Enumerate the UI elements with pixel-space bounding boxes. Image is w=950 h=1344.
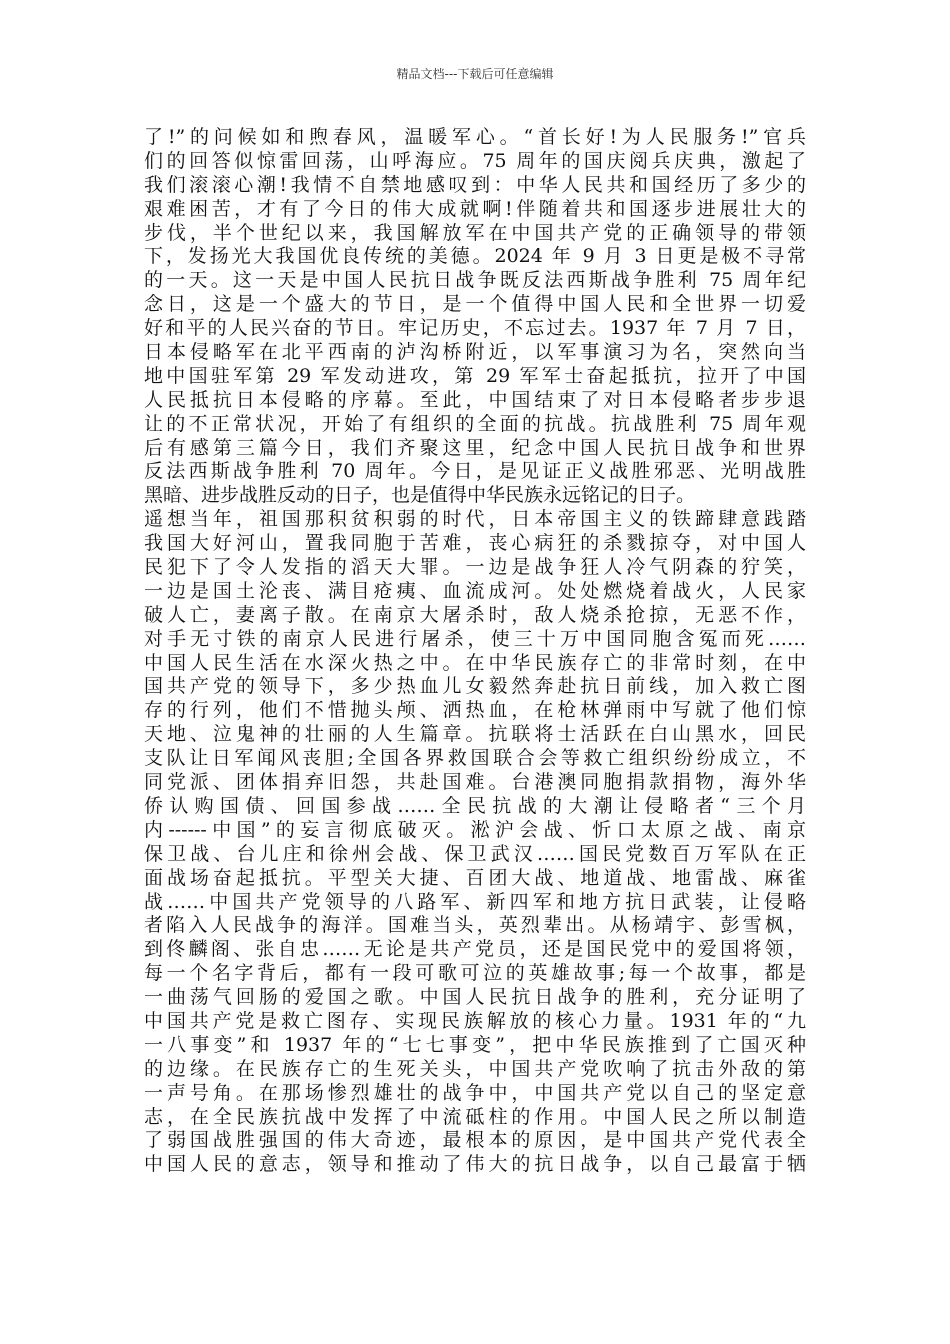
text-line: 面战场奋起抵抗。平型关大捷、百团大战、地道战、地雷战、麻雀 [144, 866, 806, 889]
text-line: 一声号角。在那场惨烈雄壮的战争中，中国共产党以自己的坚定意 [144, 1081, 806, 1104]
text-line: 一八事变”和 1937 年的“七七事变”，把中华民族推到了亡国灭种 [144, 1033, 806, 1056]
text-line: 下，发扬光大我国优良传统的美德。2024 年 9 月 3 日更是极不寻常 [144, 245, 806, 268]
text-line: 的边缘。在民族存亡的生死关头，中国共产党吹响了抗击外敌的第 [144, 1057, 806, 1080]
text-line: 遥想当年，祖国那积贫积弱的时代，日本帝国主义的铁蹄肆意践踏 [144, 508, 806, 531]
text-line: 我们滚滚心潮!我情不自禁地感叹到：中华人民共和国经历了多少的 [144, 173, 806, 196]
text-line: 步伐，半个世纪以来，我国解放军在中国共产党的正确领导的带领 [144, 221, 806, 244]
text-line: 者陷入人民战争的海洋。国难当头，英烈辈出。从杨靖宇、彭雪枫， [144, 914, 806, 937]
text-line: 破人亡，妻离子散。在南京大屠杀时，敌人烧杀抢掠，无恶不作， [144, 603, 806, 626]
text-line: 志，在全民族抗战中发挥了中流砥柱的作用。中国人民之所以制造 [144, 1105, 806, 1128]
text-line: 同党派、团体捐弃旧怨，共赴国难。台港澳同胞捐款捐物，海外华 [144, 771, 806, 794]
text-line: 内------中国”的妄言彻底破灭。淞沪会战、忻口太原之战、南京 [144, 818, 806, 841]
text-line: 好和平的人民兴奋的节日。牢记历史，不忘过去。1937 年 7 月 7 日， [144, 317, 806, 340]
text-line: 的一天。这一天是中国人民抗日战争既反法西斯战争胜利 75 周年纪 [144, 269, 806, 292]
text-line: 对手无寸铁的南京人民进行屠杀，使三十万中国同胞含冤而死…… [144, 627, 806, 650]
text-line: 一边是国土沦丧、满目疮痍、血流成河。处处燃烧着战火，人民家 [144, 579, 806, 602]
text-line: 战……中国共产党领导的八路军、新四军和地方抗日武装，让侵略 [144, 890, 806, 913]
text-line: 了弱国战胜强国的伟大奇迹，最根本的原因，是中国共产党代表全 [144, 1129, 806, 1152]
text-line: 每一个名字背后，都有一段可歌可泣的英雄故事;每一个故事，都是 [144, 962, 806, 985]
text-line: 地中国驻军第 29 军发动进攻，第 29 军军士奋起抵抗，拉开了中国 [144, 364, 806, 387]
text-line: 支队让日军闻风丧胆;全国各界救国联合会等救亡组织纷纷成立，不 [144, 747, 806, 770]
page-header: 精品文档---下载后可任意编辑 [396, 67, 554, 81]
text-line: 国共产党的领导下，多少热血儿女毅然奔赴抗日前线，加入救亡图 [144, 675, 806, 698]
text-line: 天地、泣鬼神的壮丽的人生篇章。抗联将士活跃在白山黑水，回民 [144, 723, 806, 746]
text-line: 日本侵略军在北平西南的泸沟桥附近，以军事演习为名，突然向当 [144, 341, 806, 364]
text-line: 念日，这是一个盛大的节日，是一个值得中国人民和全世界一切爱 [144, 293, 806, 316]
text-line: 反法西斯战争胜利 70 周年。今日，是见证正义战胜邪恶、光明战胜 [144, 460, 806, 483]
text-line: 中国人民的意志，领导和推动了伟大的抗日战争，以自己最富于牺 [144, 1153, 806, 1176]
text-line: 我国大好河山，置我同胞于苦难，丧心病狂的杀戮掠夺，对中国人 [144, 532, 806, 555]
text-line: 黑暗、进步战胜反动的日子，也是值得中华民族永远铭记的日子。 [144, 484, 696, 507]
text-line: 人民抵抗日本侵略的序幕。至此，中国结束了对日本侵略者步步退 [144, 388, 806, 411]
text-line: 让的不正常状况，开始了有组织的全面的抗战。抗战胜利 75 周年观 [144, 412, 806, 435]
text-line: 存的行列，他们不惜抛头颅、洒热血，在枪林弹雨中写就了他们惊 [144, 699, 806, 722]
text-line: 后有感第三篇今日，我们齐聚这里，纪念中国人民抗日战争和世界 [144, 436, 806, 459]
text-line: 到佟麟阁、张自忠……无论是共产党员，还是国民党中的爱国将领， [144, 938, 806, 961]
text-line: 保卫战、台儿庄和徐州会战、保卫武汉……国民党数百万军队在正 [144, 842, 806, 865]
text-line: 中国人民生活在水深火热之中。在中华民族存亡的非常时刻，在中 [144, 651, 806, 674]
text-line: 们的回答似惊雷回荡，山呼海应。75 周年的国庆阅兵庆典，激起了 [144, 149, 806, 172]
text-line: 了!”的问候如和煦春风，温暖军心。“首长好!为人民服务!”官兵 [144, 126, 806, 148]
body-text [144, 126, 806, 1177]
text-line: 艰难困苦，才有了今日的伟大成就啊!伴随着共和国逐步进展壮大的 [144, 197, 806, 220]
text-line: 侨认购国债、回国参战……全民抗战的大潮让侵略者“三个月 [144, 794, 806, 817]
text-line: 民犯下了令人发指的滔天大罪。一边是战争狂人冷气阴森的狞笑， [144, 556, 806, 579]
text-line: 中国共产党是救亡图存、实现民族解放的核心力量。1931 年的“九 [144, 1009, 806, 1032]
text-line: 一曲荡气回肠的爱国之歌。中国人民抗日战争的胜利，充分证明了 [144, 986, 806, 1009]
